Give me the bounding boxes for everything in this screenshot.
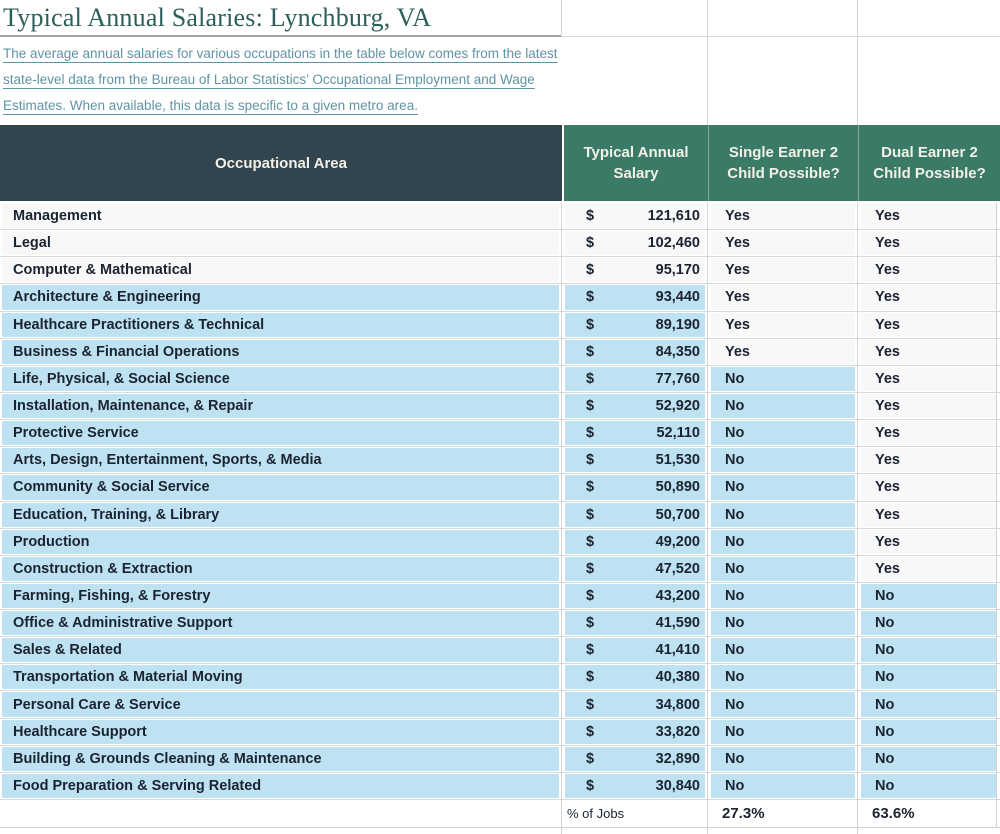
cell-occupational-area[interactable]: Personal Care & Service [2, 692, 559, 716]
cell-single-earner-possible[interactable]: No [711, 503, 855, 527]
gridline-vertical-c-top [857, 0, 858, 125]
cell-dual-earner-possible[interactable]: Yes [861, 313, 997, 337]
currency-symbol: $ [586, 208, 595, 225]
cell-occupational-area[interactable]: Farming, Fishing, & Forestry [2, 584, 559, 608]
cell-single-earner-possible[interactable]: Yes [711, 340, 855, 364]
salary-amount: 34,800 [655, 696, 700, 713]
column-header-occupational-area[interactable]: Occupational Area [0, 125, 562, 201]
table-row [0, 664, 1000, 691]
cell-salary[interactable] [565, 503, 705, 527]
cell-occupational-area[interactable]: Arts, Design, Entertainment, Sports, & Media [2, 448, 559, 472]
cell-salary[interactable] [565, 448, 705, 472]
table-row [0, 393, 1000, 420]
currency-symbol: $ [586, 615, 595, 632]
salary-amount: 51,530 [655, 452, 700, 469]
footer-label[interactable]: % of Jobs [567, 806, 625, 821]
table-row [0, 691, 1000, 718]
cell-occupational-area[interactable]: Architecture & Engineering [2, 285, 559, 309]
cell-occupational-area[interactable]: Building & Grounds Cleaning & Maintenance [2, 747, 559, 771]
description-line-1: The average annual salaries for various occupations in the table below comes from the latest [3, 46, 558, 61]
cell-single-earner-possible[interactable]: No [711, 692, 855, 716]
table-row [0, 312, 1000, 339]
salary-amount: 40,380 [655, 669, 700, 686]
cell-salary[interactable] [565, 720, 705, 744]
table-row [0, 502, 1000, 529]
currency-symbol: $ [586, 723, 595, 740]
table-row [0, 420, 1000, 447]
cell-salary[interactable] [565, 394, 705, 418]
description-link[interactable] [3, 41, 558, 119]
table-row [0, 230, 1000, 257]
cell-single-earner-possible[interactable]: No [711, 394, 855, 418]
cell-single-earner-possible[interactable]: Yes [711, 285, 855, 309]
gridline-vertical-a [561, 203, 562, 834]
salary-amount: 32,890 [655, 750, 700, 767]
cell-salary[interactable] [565, 285, 705, 309]
cell-salary[interactable] [565, 475, 705, 499]
cell-dual-earner-possible[interactable]: Yes [861, 421, 997, 445]
cell-dual-earner-possible[interactable]: No [861, 584, 997, 608]
cell-dual-earner-possible[interactable]: Yes [861, 530, 997, 554]
table-row [0, 773, 1000, 800]
cell-dual-earner-possible[interactable]: No [861, 638, 997, 662]
table-row [0, 746, 1000, 773]
cell-occupational-area[interactable]: Healthcare Practitioners & Technical [2, 313, 559, 337]
description-line-3: Estimates. When available, this data is specific to a given metro area. [3, 98, 418, 113]
table-row [0, 447, 1000, 474]
cell-salary[interactable] [565, 557, 705, 581]
table-row [0, 637, 1000, 664]
cell-dual-earner-possible[interactable]: Yes [861, 557, 997, 581]
salary-amount: 30,840 [655, 777, 700, 794]
cell-dual-earner-possible[interactable]: No [861, 692, 997, 716]
cell-occupational-area[interactable]: Management [2, 204, 559, 228]
salary-amount: 102,460 [647, 235, 700, 252]
cell-single-earner-possible[interactable]: No [711, 557, 855, 581]
gridline-vertical-d [996, 203, 997, 828]
currency-symbol: $ [586, 777, 595, 794]
cell-salary[interactable] [565, 584, 705, 608]
currency-symbol: $ [586, 289, 595, 306]
currency-symbol: $ [586, 262, 595, 279]
table-row [0, 284, 1000, 311]
cell-salary[interactable] [565, 258, 705, 282]
table-row [0, 719, 1000, 746]
cell-dual-earner-possible[interactable]: Yes [861, 475, 997, 499]
table-row [0, 203, 1000, 230]
cell-single-earner-possible[interactable]: No [711, 611, 855, 635]
cell-occupational-area[interactable]: Sales & Related [2, 638, 559, 662]
cell-salary[interactable] [565, 421, 705, 445]
salary-amount: 84,350 [655, 343, 700, 360]
currency-symbol: $ [586, 343, 595, 360]
cell-single-earner-possible[interactable]: No [711, 774, 855, 798]
gridline-horizontal-title [562, 36, 1000, 37]
cell-salary[interactable] [565, 665, 705, 689]
cell-single-earner-possible[interactable]: No [711, 448, 855, 472]
salary-amount: 77,760 [655, 370, 700, 387]
cell-dual-earner-possible[interactable]: Yes [861, 258, 997, 282]
cell-salary[interactable] [565, 692, 705, 716]
cell-occupational-area[interactable]: Business & Financial Operations [2, 340, 559, 364]
cell-single-earner-possible[interactable]: No [711, 530, 855, 554]
cell-dual-earner-possible[interactable]: No [861, 774, 997, 798]
cell-dual-earner-possible[interactable]: No [861, 747, 997, 771]
salary-amount: 52,920 [655, 398, 700, 415]
currency-symbol: $ [586, 750, 595, 767]
table-row [0, 257, 1000, 284]
cell-salary[interactable] [565, 611, 705, 635]
currency-symbol: $ [586, 669, 595, 686]
salary-amount: 41,590 [655, 615, 700, 632]
gridline-horizontal-footer [0, 827, 1000, 828]
column-header-typical-annual-salary[interactable]: Typical Annual Salary [562, 125, 708, 201]
salary-amount: 43,200 [655, 587, 700, 604]
cell-dual-earner-possible[interactable]: Yes [861, 503, 997, 527]
table-row [0, 339, 1000, 366]
table-row [0, 366, 1000, 393]
salary-amount: 121,610 [647, 208, 700, 225]
footer-single-percent[interactable]: 27.3% [722, 805, 765, 822]
title-cell [0, 0, 562, 37]
cell-dual-earner-possible[interactable]: No [861, 720, 997, 744]
footer-empty-cell[interactable] [0, 800, 562, 827]
currency-symbol: $ [586, 370, 595, 387]
cell-occupational-area[interactable]: Community & Social Service [2, 475, 559, 499]
table-row [0, 474, 1000, 501]
cell-occupational-area[interactable]: Transportation & Material Moving [2, 665, 559, 689]
cell-occupational-area[interactable]: Production [2, 530, 559, 554]
cell-salary[interactable] [565, 367, 705, 391]
cell-dual-earner-possible[interactable]: Yes [861, 367, 997, 391]
cell-salary[interactable] [565, 638, 705, 662]
currency-symbol: $ [586, 696, 595, 713]
cell-salary[interactable] [565, 774, 705, 798]
gridline-vertical-b-top [707, 0, 708, 125]
cell-salary[interactable] [565, 231, 705, 255]
salary-amount: 50,890 [655, 479, 700, 496]
currency-symbol: $ [586, 506, 595, 523]
column-header-single-earner[interactable]: Single Earner 2 Child Possible? [708, 125, 858, 201]
cell-occupational-area[interactable]: Food Preparation & Serving Related [2, 774, 559, 798]
column-header-dual-earner[interactable]: Dual Earner 2 Child Possible? [858, 125, 1000, 201]
cell-dual-earner-possible[interactable]: Yes [861, 448, 997, 472]
salary-amount: 41,410 [655, 642, 700, 659]
cell-dual-earner-possible[interactable]: Yes [861, 340, 997, 364]
table-row [0, 583, 1000, 610]
gridline-vertical-c [857, 203, 858, 834]
cell-single-earner-possible[interactable]: No [711, 665, 855, 689]
table-row [0, 610, 1000, 637]
table-footer-row [0, 800, 1000, 827]
table-header-row [0, 125, 1000, 201]
gridline-vertical-a-top [561, 0, 562, 37]
cell-dual-earner-possible[interactable]: No [861, 611, 997, 635]
cell-occupational-area[interactable]: Life, Physical, & Social Science [2, 367, 559, 391]
currency-symbol: $ [586, 452, 595, 469]
cell-dual-earner-possible[interactable]: No [861, 665, 997, 689]
cell-single-earner-possible[interactable]: No [711, 638, 855, 662]
description-line-2: state-level data from the Bureau of Labor Statistics’ Occupational Employment and Wage [3, 72, 535, 87]
footer-dual-percent[interactable]: 63.6% [872, 805, 915, 822]
cell-salary[interactable] [565, 747, 705, 771]
cell-occupational-area[interactable]: Legal [2, 231, 559, 255]
cell-dual-earner-possible[interactable]: Yes [861, 394, 997, 418]
salary-amount: 49,200 [655, 533, 700, 550]
cell-single-earner-possible[interactable]: No [711, 747, 855, 771]
cell-salary[interactable] [565, 340, 705, 364]
cell-occupational-area[interactable]: Education, Training, & Library [2, 503, 559, 527]
cell-salary[interactable] [565, 530, 705, 554]
cell-occupational-area[interactable]: Protective Service [2, 421, 559, 445]
salary-amount: 93,440 [655, 289, 700, 306]
salary-amount: 95,170 [655, 262, 700, 279]
cell-single-earner-possible[interactable]: Yes [711, 231, 855, 255]
currency-symbol: $ [586, 235, 595, 252]
salary-amount: 50,700 [655, 506, 700, 523]
table-row [0, 529, 1000, 556]
currency-symbol: $ [586, 587, 595, 604]
cell-single-earner-possible[interactable]: No [711, 720, 855, 744]
cell-occupational-area[interactable]: Office & Administrative Support [2, 611, 559, 635]
gridline-vertical-b [707, 203, 708, 834]
currency-symbol: $ [586, 316, 595, 333]
salary-amount: 33,820 [655, 723, 700, 740]
currency-symbol: $ [586, 398, 595, 415]
cell-salary[interactable] [565, 204, 705, 228]
cell-salary[interactable] [565, 313, 705, 337]
cell-single-earner-possible[interactable]: No [711, 475, 855, 499]
currency-symbol: $ [586, 560, 595, 577]
cell-dual-earner-possible[interactable]: Yes [861, 204, 997, 228]
salary-amount: 89,190 [655, 316, 700, 333]
cell-occupational-area[interactable]: Installation, Maintenance, & Repair [2, 394, 559, 418]
table-body [0, 203, 1000, 800]
currency-symbol: $ [586, 642, 595, 659]
cell-occupational-area[interactable]: Construction & Extraction [2, 557, 559, 581]
salary-amount: 47,520 [655, 560, 700, 577]
cell-occupational-area[interactable]: Computer & Mathematical [2, 258, 559, 282]
cell-occupational-area[interactable]: Healthcare Support [2, 720, 559, 744]
cell-single-earner-possible[interactable]: No [711, 584, 855, 608]
table-row [0, 556, 1000, 583]
salary-amount: 52,110 [656, 425, 700, 442]
cell-single-earner-possible[interactable]: No [711, 367, 855, 391]
page-title: Typical Annual Salaries: Lynchburg, VA [3, 3, 432, 32]
cell-single-earner-possible[interactable]: Yes [711, 258, 855, 282]
cell-single-earner-possible[interactable]: Yes [711, 204, 855, 228]
currency-symbol: $ [586, 533, 595, 550]
cell-dual-earner-possible[interactable]: Yes [861, 231, 997, 255]
cell-dual-earner-possible[interactable]: Yes [861, 285, 997, 309]
currency-symbol: $ [586, 425, 595, 442]
currency-symbol: $ [586, 479, 595, 496]
cell-single-earner-possible[interactable]: No [711, 421, 855, 445]
cell-single-earner-possible[interactable]: Yes [711, 313, 855, 337]
